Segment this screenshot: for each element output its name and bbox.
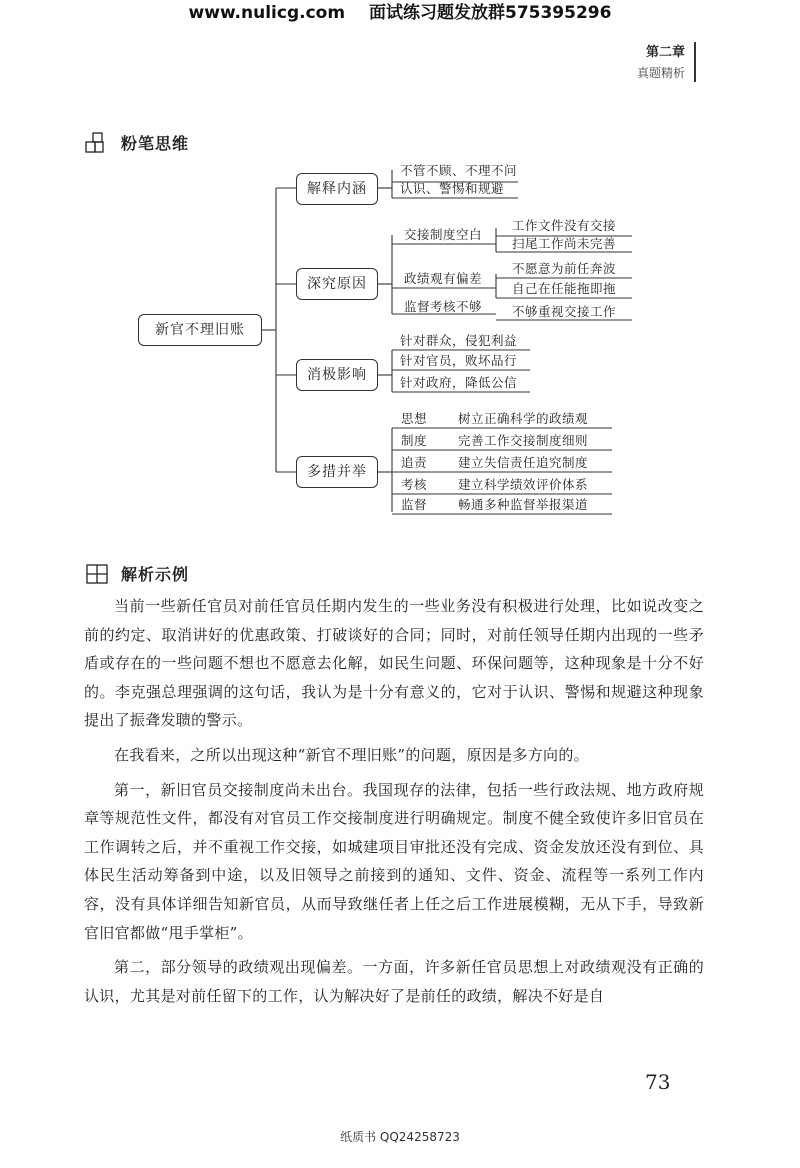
measure-value: 完善工作交接制度细则 [458,433,589,448]
cause-group-label: 监督考核不够 [404,299,483,314]
measure-key: 思想 [400,411,427,426]
leaf-text: 自己在任能拖即拖 [512,281,617,296]
banner-url[interactable]: www.nulicg.com [188,3,346,23]
branch-effects: 消极影响 [296,359,378,391]
leaf-text: 不管不顾、不理不问 [400,163,518,178]
leaf-text: 针对群众，侵犯利益 [400,333,518,348]
cause-group-label: 交接制度空白 [404,227,483,242]
analysis-section-title: 解析示例 [121,565,190,584]
branch-measures: 多措并举 [296,456,378,488]
leaf-text: 工作文件没有交接 [512,218,617,233]
branch-causes: 深究原因 [296,268,378,300]
chapter-title: 真题精析 [636,66,685,80]
analysis-section-heading [85,562,189,585]
mindmap-connectors [0,0,800,560]
paragraph: 在我看来，之所以出现这种“新官不理旧账”的问题，原因是多方向的。 [114,745,589,764]
mindmap-root: 新官不理旧账 [138,314,262,346]
leaf-text: 不愿意为前任奔波 [512,261,617,276]
analysis-body [84,592,704,1016]
leaf-text: 认识、警惕和规避 [400,181,505,196]
chapter-number: 第二章 [645,45,685,60]
measure-key: 制度 [400,433,427,448]
mindmap-section-title: 粉笔思维 [121,134,190,153]
measure-value: 建立失信责任追究制度 [458,455,589,470]
measure-value: 畅通多种监督举报渠道 [458,497,589,512]
leaf-text: 不够重视交接工作 [512,304,617,319]
leaf-text: 针对政府，降低公信 [400,375,518,390]
table-icon [85,563,111,585]
paragraph: 当前一些新任官员对前任官员任期内发生的一些业务没有积极进行处理，比如说改变之前的约定、取消讲好的优惠政策、打破谈好的合同；同时，对前任领导任期内出现的一些矛盾或存在的一些问题不想也不愿意去化解，如民生问题、环保问题等，这种现象是十分不好的。李克强总理强调的这句话，我认为是十分有意义的，它对于认识、警惕和规避这种现象提出了振聋发聩的警示。 [84,597,704,730]
measure-key: 监督 [400,497,427,512]
branch-explain: 解释内涵 [296,173,378,205]
measure-key: 考核 [400,477,427,492]
footer-note: 纸质书 QQ24258723 [340,1130,460,1144]
cause-group-label: 政绩观有偏差 [404,271,483,286]
measure-key: 追责 [400,455,427,470]
leaf-text: 针对官员，败坏品行 [400,353,518,368]
banner-promo: 面试练习题发放群575395296 [368,3,612,23]
paragraph: 第二，部分领导的政绩观出现偏差。一方面，许多新任官员思想上对政绩观没有正确的认识，尤其是对前任留下的工作，认为解决好了是前任的政绩，解决不好是自 [84,958,704,1005]
measure-value: 建立科学绩效评价体系 [458,477,589,492]
paragraph: 第一，新旧官员交接制度尚未出台。我国现存的法律，包括一些行政法规、地方政府规章等规范性文件，都没有对官员工作交接制度进行明确规定。制度不健全致使许多旧官员在工作调转之后，并不重视工作交接，如城建项目审批还没有完成、资金发放还没有到位、具体民生活动筹备到中途，以及旧领导之前接到的通知、文件、资金、流程等一系列工作内容，没有具体详细告知新官员，从而导致继任者上任之后工作进展模糊，无从下手，导致新官旧官都做“甩手掌柜”。 [84,780,704,942]
page-number: 73 [645,1070,671,1094]
leaf-text: 扫尾工作尚未完善 [512,236,617,251]
measure-value: 树立正确科学的政绩观 [458,411,589,426]
